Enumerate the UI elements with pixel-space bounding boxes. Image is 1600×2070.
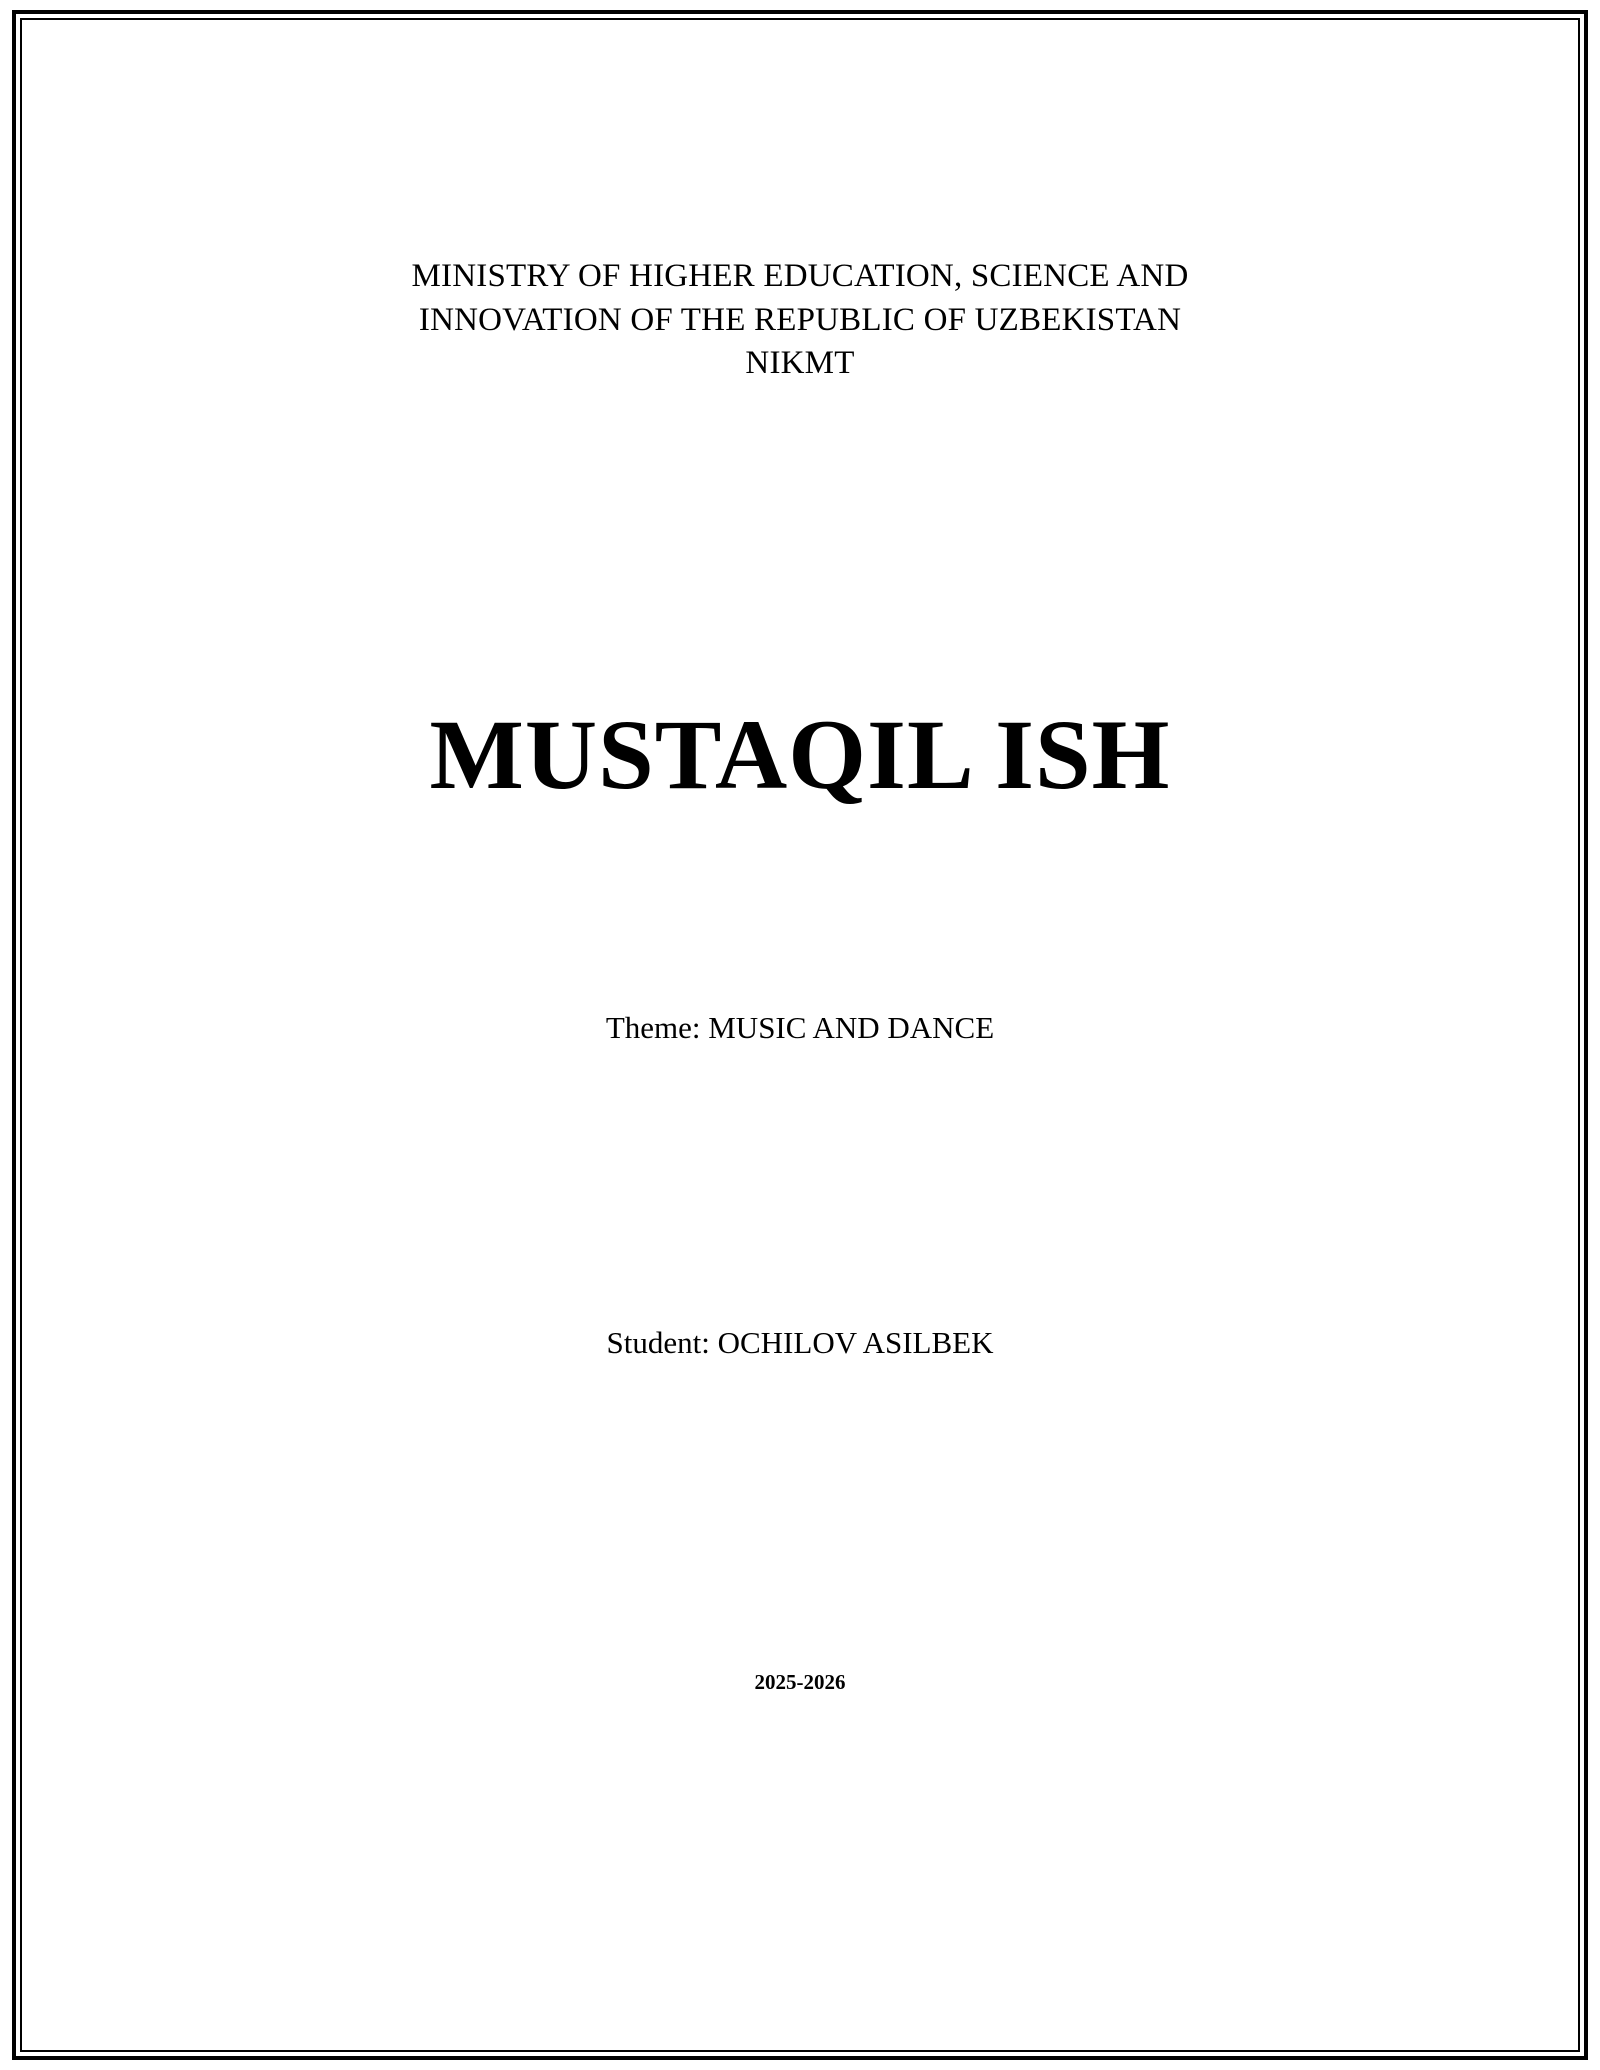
page-outer-border	[12, 10, 1588, 2060]
academic-year-label: 2025-2026	[754, 1670, 846, 1694]
page-title: MUSTAQIL ISH	[429, 699, 1171, 810]
organization-heading	[22, 255, 1578, 386]
organization-line-3: NIKMT	[745, 345, 855, 382]
page-inner-border	[20, 18, 1580, 2052]
student-label: Student: OCHILOV ASILBEK	[606, 1325, 994, 1360]
title-page-content	[22, 20, 1578, 2050]
organization-line-1: MINISTRY OF HIGHER EDUCATION, SCIENCE AND	[411, 258, 1189, 294]
organization-line-2: INNOVATION OF THE REPUBLIC OF UZBEKISTAN	[418, 301, 1182, 338]
theme-label: Theme: MUSIC AND DANCE	[605, 1010, 995, 1045]
